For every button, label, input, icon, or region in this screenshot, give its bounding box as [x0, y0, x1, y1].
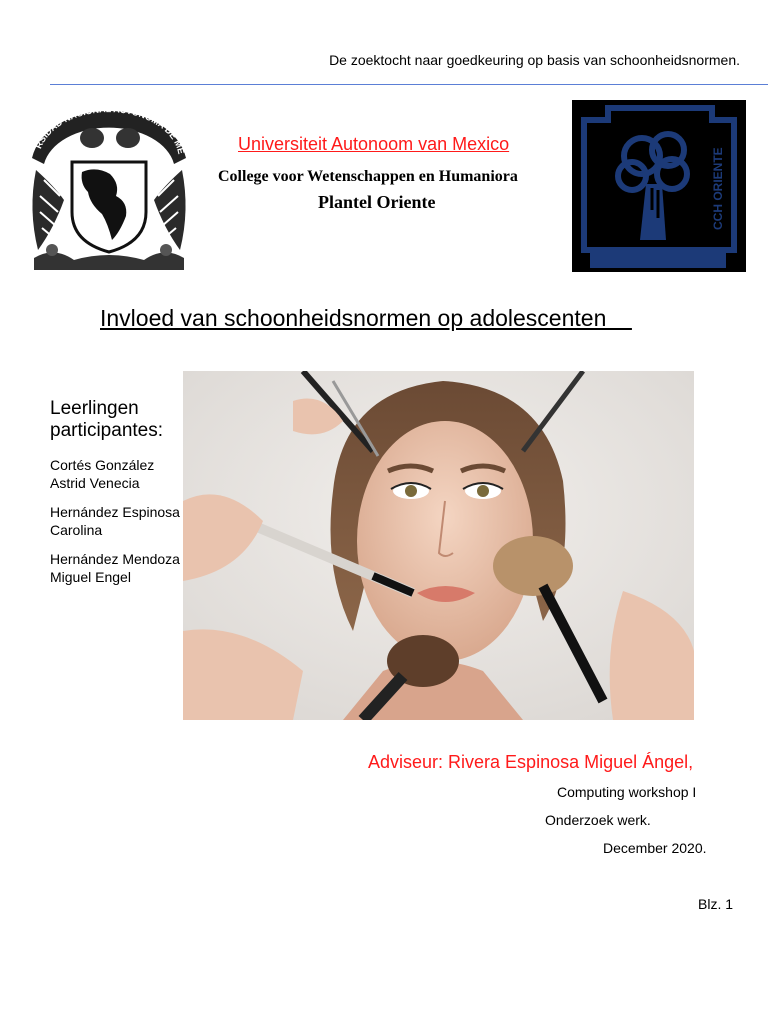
course-name: Computing workshop I [557, 784, 697, 800]
university-name: Universiteit Autonoom van Mexico [238, 134, 510, 154]
document-title: Invloed van schoonheidsnormen op adolescenten [100, 305, 632, 331]
cch-logo-text: CCH ORIENTE [711, 147, 725, 230]
student-name: Cortés González Astrid Venecia [50, 457, 155, 491]
cover-photo [183, 371, 694, 720]
unam-crest-icon [24, 100, 194, 278]
campus-name: Plantel Oriente [318, 192, 436, 212]
student-name: Hernández Espinosa Carolina [50, 504, 180, 538]
students-list [50, 456, 180, 597]
running-header: De zoektocht naar goedkeuring op basis van schoonheidsnormen. [329, 52, 740, 68]
student-name: Hernández Mendoza Miguel Engel [50, 551, 180, 585]
document-date: December 2020. [603, 840, 707, 856]
advisor-name: Adviseur: Rivera Espinosa Miguel Ángel, [368, 752, 694, 772]
college-name: College voor Wetenschappen en Humaniora [218, 168, 518, 185]
cch-tree-logo-icon [572, 100, 746, 272]
header-divider [50, 84, 768, 85]
students-heading: Leerlingen participantes: [50, 398, 164, 441]
work-type: Onderzoek werk. [545, 812, 651, 828]
crest-ring-text: RSIDAD NACIONAL AUTONOMA DE ME [33, 104, 187, 156]
page-number: Blz. 1 [698, 896, 734, 912]
